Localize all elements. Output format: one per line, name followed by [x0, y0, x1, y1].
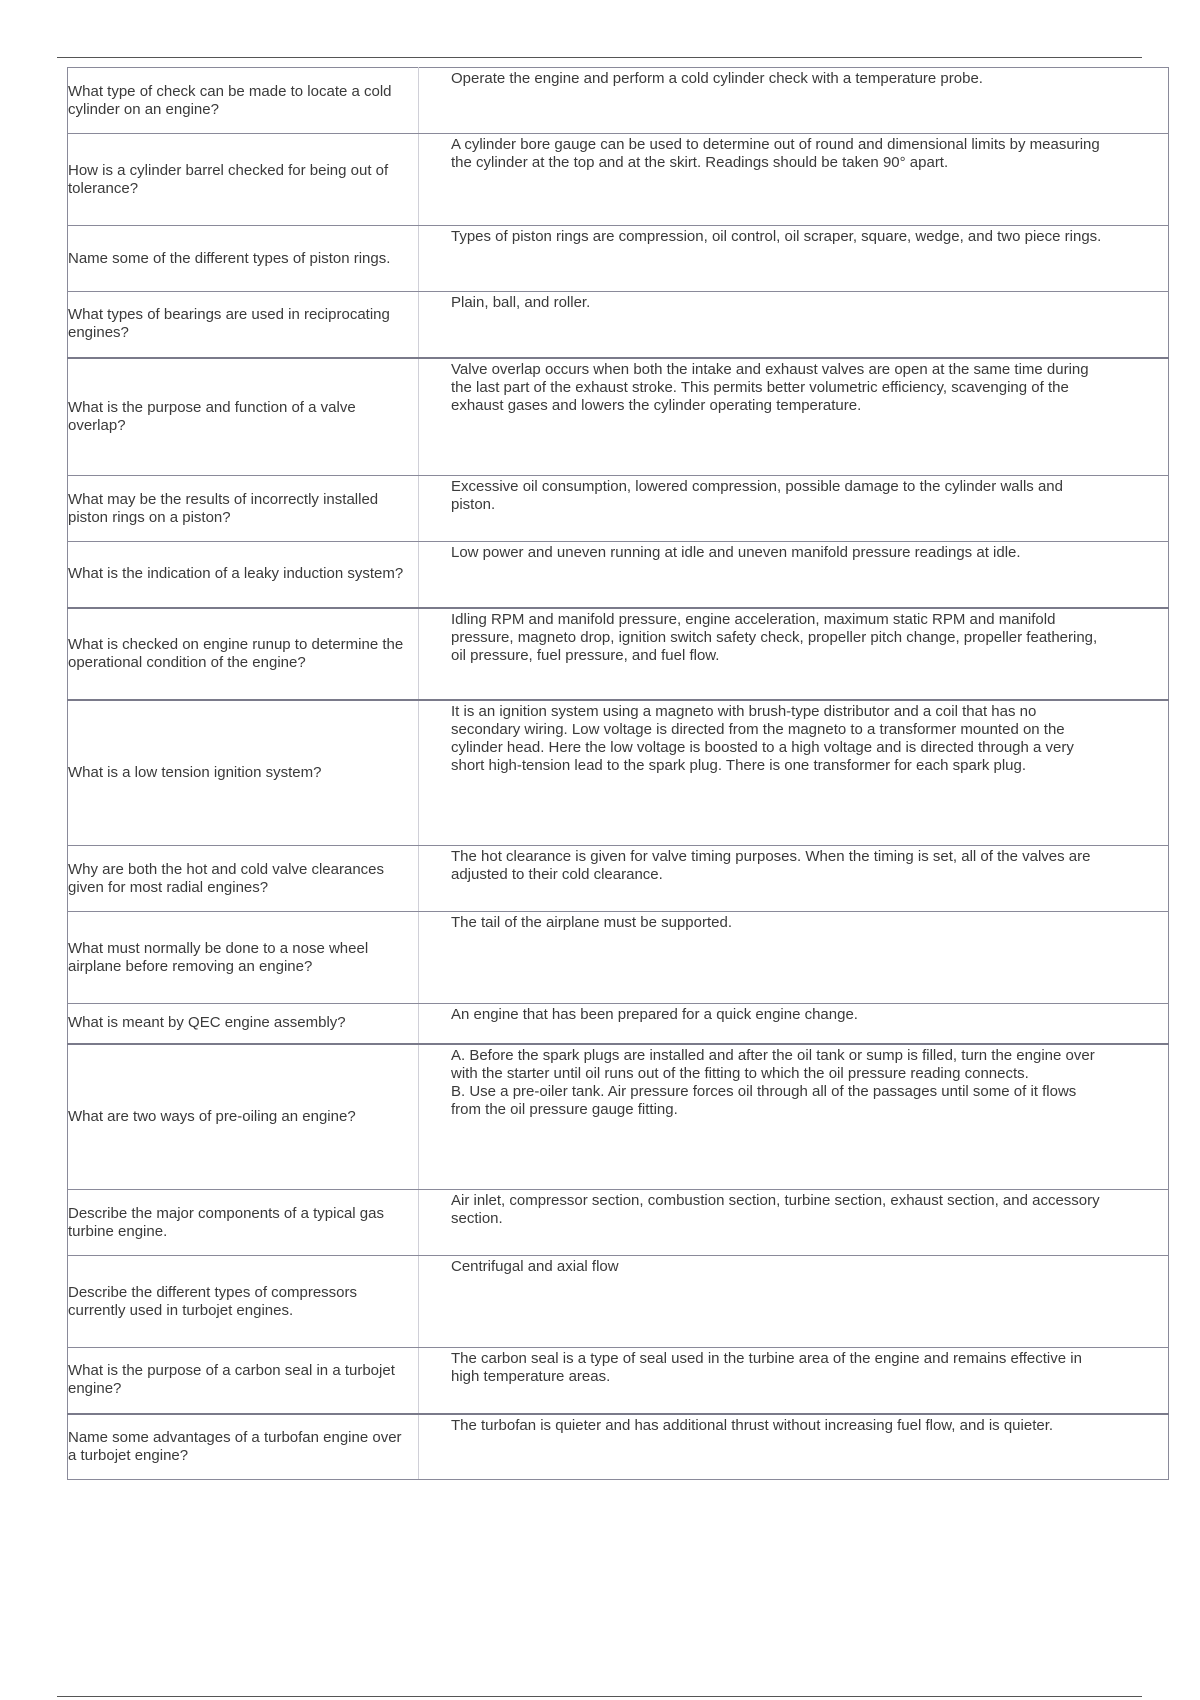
question-cell: What is meant by QEC engine assembly? [68, 1004, 419, 1044]
qa-row [68, 608, 1169, 700]
question-cell: What may be the results of incorrectly installed piston rings on a piston? [68, 476, 419, 542]
answer-cell: An engine that has been prepared for a quick engine change. [419, 1004, 1169, 1044]
qa-row [68, 1256, 1169, 1348]
question-cell: What must normally be done to a nose wheel airplane before removing an engine? [68, 912, 419, 1004]
answer-cell: Plain, ball, and roller. [419, 292, 1169, 358]
qa-row [68, 358, 1169, 476]
answer-cell: The turbofan is quieter and has additional thrust without increasing fuel flow, and is quieter. [419, 1414, 1169, 1480]
bottom-rule [57, 1696, 1142, 1697]
answer-cell: It is an ignition system using a magneto with brush-type distributor and a coil that has no secondary wiring. Low voltage is directed from the magneto to a transformer mounted on the cylinder head. Here the low voltage is boosted to a high voltage and is directed through a very short high-tension lead to the spark plug. There is one transformer for each spark plug. [419, 700, 1169, 846]
answer-cell: Types of piston rings are compression, oil control, oil scraper, square, wedge, and two piece rings. [419, 226, 1169, 292]
answer-cell: A cylinder bore gauge can be used to determine out of round and dimensional limits by measuring the cylinder at the top and at the skirt. Readings should be taken 90° apart. [419, 134, 1169, 226]
question-cell: What is the purpose of a carbon seal in a turbojet engine? [68, 1348, 419, 1414]
qa-row [68, 476, 1169, 542]
qa-row [68, 1414, 1169, 1480]
answer-cell: The hot clearance is given for valve timing purposes. When the timing is set, all of the valves are adjusted to their cold clearance. [419, 846, 1169, 912]
question-cell: What is the purpose and function of a valve overlap? [68, 358, 419, 476]
question-cell: Describe the major components of a typical gas turbine engine. [68, 1190, 419, 1256]
qa-row [68, 542, 1169, 608]
qa-row [68, 1190, 1169, 1256]
qa-row [68, 1044, 1169, 1190]
qa-row [68, 68, 1169, 134]
qa-row [68, 1004, 1169, 1044]
answer-cell: Centrifugal and axial flow [419, 1256, 1169, 1348]
question-cell: What is a low tension ignition system? [68, 700, 419, 846]
qa-row [68, 226, 1169, 292]
question-cell: Name some of the different types of piston rings. [68, 226, 419, 292]
question-cell: Describe the different types of compressors currently used in turbojet engines. [68, 1256, 419, 1348]
qa-table [67, 67, 1169, 1480]
answer-cell: Idling RPM and manifold pressure, engine acceleration, maximum static RPM and manifold pressure, magneto drop, ignition switch safety check, propeller pitch change, propeller feathering, oil pressure, fuel pressure, and fuel flow. [419, 608, 1169, 700]
qa-row [68, 846, 1169, 912]
question-cell: What type of check can be made to locate a cold cylinder on an engine? [68, 68, 419, 134]
answer-cell: Operate the engine and perform a cold cylinder check with a temperature probe. [419, 68, 1169, 134]
answer-cell: The carbon seal is a type of seal used in the turbine area of the engine and remains effective in high temperature areas. [419, 1348, 1169, 1414]
answer-cell: The tail of the airplane must be supported. [419, 912, 1169, 1004]
question-cell: Name some advantages of a turbofan engine over a turbojet engine? [68, 1414, 419, 1480]
qa-row [68, 134, 1169, 226]
question-cell: What are two ways of pre-oiling an engine? [68, 1044, 419, 1190]
qa-row [68, 912, 1169, 1004]
question-cell: How is a cylinder barrel checked for being out of tolerance? [68, 134, 419, 226]
question-cell: What types of bearings are used in reciprocating engines? [68, 292, 419, 358]
top-rule [57, 57, 1142, 58]
qa-row [68, 1348, 1169, 1414]
answer-cell: Valve overlap occurs when both the intake and exhaust valves are open at the same time during the last part of the exhaust stroke. This permits better volumetric efficiency, scavenging of the exhaust gases and lowers the cylinder operating temperature. [419, 358, 1169, 476]
question-cell: What is checked on engine runup to determine the operational condition of the engine? [68, 608, 419, 700]
answer-cell: Air inlet, compressor section, combustion section, turbine section, exhaust section, and accessory section. [419, 1190, 1169, 1256]
qa-row [68, 292, 1169, 358]
answer-cell: A. Before the spark plugs are installed and after the oil tank or sump is filled, turn the engine over with the starter until oil runs out of the fitting to which the oil pressure reading connects. B. Use a pre-oiler tank. Air pressure forces oil through all of the passages until some of it flows from the oil pressure gauge fitting. [419, 1044, 1169, 1190]
answer-cell: Low power and uneven running at idle and uneven manifold pressure readings at idle. [419, 542, 1169, 608]
question-cell: What is the indication of a leaky induction system? [68, 542, 419, 608]
question-cell: Why are both the hot and cold valve clearances given for most radial engines? [68, 846, 419, 912]
answer-cell: Excessive oil consumption, lowered compression, possible damage to the cylinder walls and piston. [419, 476, 1169, 542]
qa-row [68, 700, 1169, 846]
